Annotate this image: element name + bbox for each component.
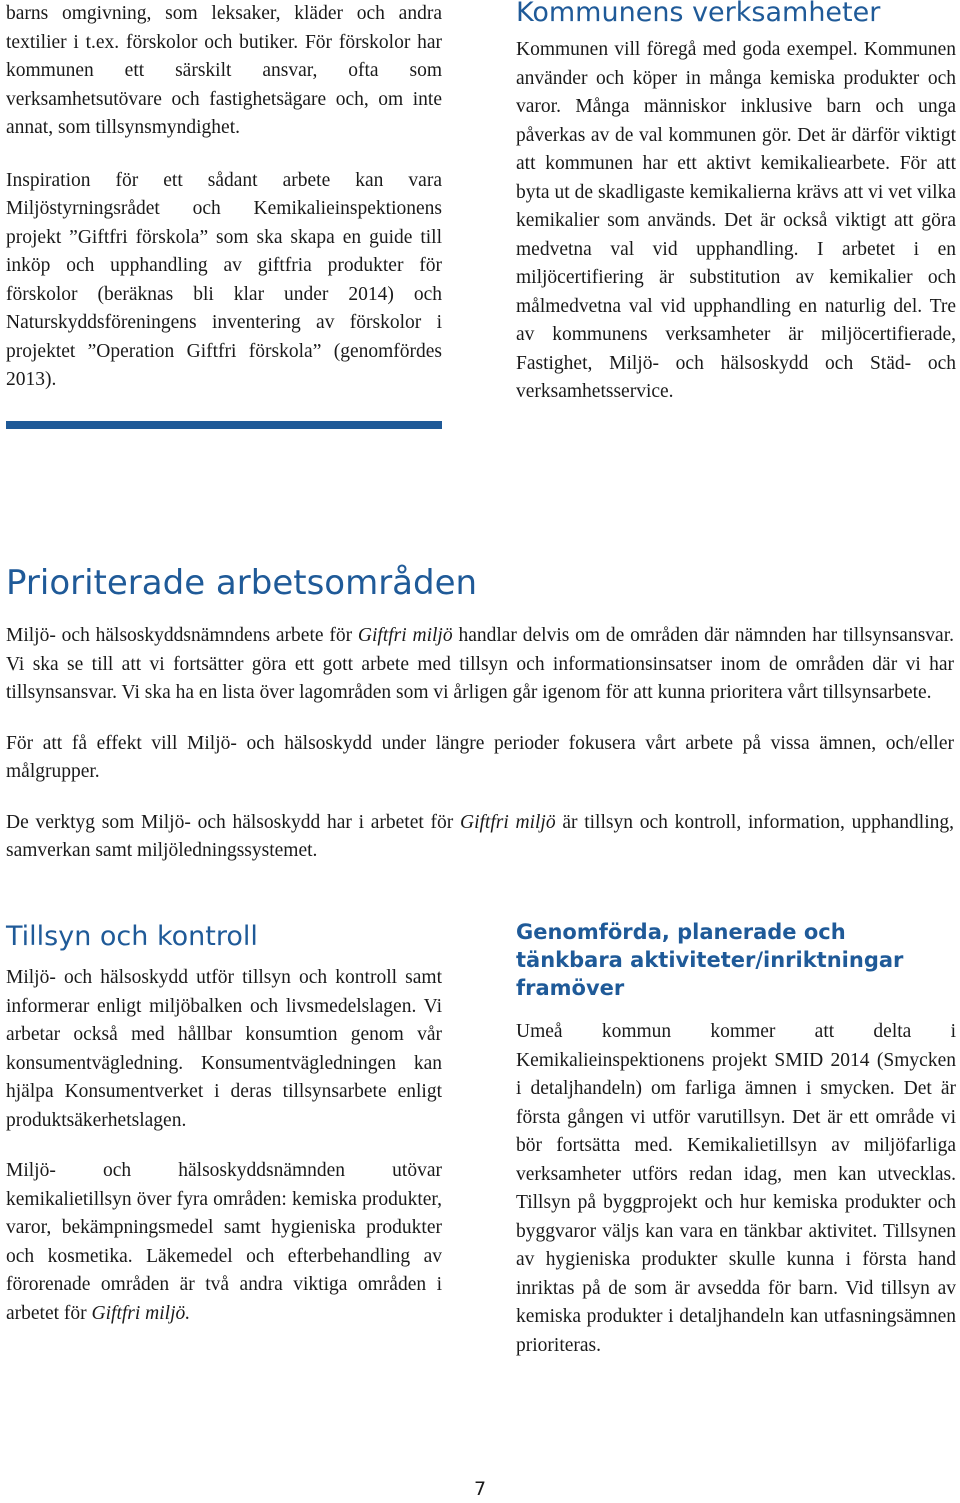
left-column-top xyxy=(6,0,442,429)
paragraph-tillsyn-2 xyxy=(6,1157,442,1328)
heading-kommunens-verksamheter: Kommunens verksamheter xyxy=(516,0,881,28)
italic-term: Giftfri miljö xyxy=(460,811,556,833)
text-run: är tillsyn och kontroll, information, upphandling, samverkan samt miljöledningssystemet. xyxy=(6,811,954,861)
heading-prioriterade-arbetsomraden: Prioriterade arbetsområden xyxy=(6,563,478,603)
section-divider-bar xyxy=(6,421,442,429)
text-run: Miljö- och hälsoskyddsnämnden utövar kemikalietillsyn över fyra områden: kemiska produkter, varor, bekämpningsmedel samt hygieniska produkter och kosmetika. Läkemedel och efterbehandling av förorenade områden är två andra viktiga områden i arbetet för xyxy=(6,1160,442,1324)
paragraph-prioriterade-3 xyxy=(6,809,954,866)
paragraph-prioriterade-1 xyxy=(6,622,954,708)
section-body xyxy=(6,622,954,866)
page-number: 7 xyxy=(473,1478,487,1500)
left-column-bottom xyxy=(6,920,442,1328)
italic-term: Giftfri miljö xyxy=(357,625,453,646)
text-run: handlar delvis om de områden där nämnden har tillsynsansvar. Vi ska se till att vi fortsätter göra ett gott arbete med tillsyn och informationsinsatser inom de områden där vi har tillsynsansvar. Vi ska ha en lista över lagområden som vi årligen går igenom för att kunna prioritera vårt tillsynsarbete. xyxy=(6,625,954,703)
text-run: Miljö- och hälsoskyddsnämndens arbete för xyxy=(6,625,358,646)
italic-term: Giftfri miljö. xyxy=(91,1302,191,1324)
paragraph-kommunens-verksamheter: Kommunen vill föregå med goda exempel. Kommunen använder och köper in många kemiska produkter och varor. Många människor inklusive barn och unga påverkas av de val kommunen gör. Det är därför viktigt att kommunen har ett aktivt kemikaliearbete. För att byta ut de skadligaste kemikalierna krävs att vi vet vilka kemikalier som används. Det är också viktigt att göra medvetna val vid upphandling. I arbetet i en miljöcertifiering är substitution av kemikalier och målmedvetna val vid upphandling en naturlig del. Tre av kommunens verksamheter är miljöcertifierade, Fastighet, Miljö- och hälsoskydd och Städ- och verksamhetsservice. xyxy=(516,39,956,402)
heading-tillsyn-och-kontroll: Tillsyn och kontroll xyxy=(6,921,258,952)
paragraph-genomforda: Umeå kommun kommer att delta i Kemikalieinspektionens projekt SMID 2014 (Smycken i detaljhandeln) om farliga ämnen i smycken. Det är första gången vi utför varutillsyn. Det är ett område vi bör fortsätta med. Kemikalietillsyn av miljöfarliga verksamheter utförs redan idag, men kan utvecklas. Tillsyn på byggprojekt och hur kemiska produkter och byggvaror väljs kan vara en tänkbar aktivitet. Tillsynen av hygieniska produkter skulle kunna i första hand inriktas på de som är avsedda för barn. Vid tillsyn av kemiska produkter i detaljhandeln kan utfasningsämnen prioriteras. xyxy=(516,1021,956,1356)
paragraph-childrens-environment: barns omgivning, som leksaker, kläder och andra textilier i t.ex. förskolor och butiker. För förskolor har kommunen ett särskilt ansvar, ofta som verksamhetsutövare och fastighetsägare och, om inte annat, som tillsynsmyndighet. xyxy=(6,3,442,138)
right-column-top xyxy=(516,0,956,407)
paragraph-prioriterade-2: För att få effekt vill Miljö- och hälsoskydd under längre perioder fokusera vårt arbete på vissa ämnen, och/eller målgrupper. xyxy=(6,732,954,782)
text-run: De verktyg som Miljö- och hälsoskydd har i arbetet för xyxy=(6,811,460,833)
heading-genomforda-aktiviteter: Genomförda, planerade och tänkbara aktiviteter/inriktningar framöver xyxy=(516,920,904,1000)
paragraph-inspiration: Inspiration för ett sådant arbete kan vara Miljöstyrningsrådet och Kemikalieinspektionens projekt ”Giftfri förskola” som ska skapa en guide till inköp och upphandling av giftfria produkter för förskolor (beräknas bli klar under 2014) och Naturskyddsföreningens inventering av förskolor i projektet ”Operation Giftfri förskola” (genomfördes 2013). xyxy=(6,169,442,390)
right-column-bottom xyxy=(516,918,956,1360)
paragraph-tillsyn-1: Miljö- och hälsoskydd utför tillsyn och kontroll samt informerar enligt miljöbalken och livsmedelslagen. Vi arbetar också med hållbar konsumtion genom vår konsumentvägledning. Konsumentvägledningen kan hjälpa Konsumentverket i deras tillsynsarbete enligt produktsäkerhetslagen. xyxy=(6,967,442,1131)
